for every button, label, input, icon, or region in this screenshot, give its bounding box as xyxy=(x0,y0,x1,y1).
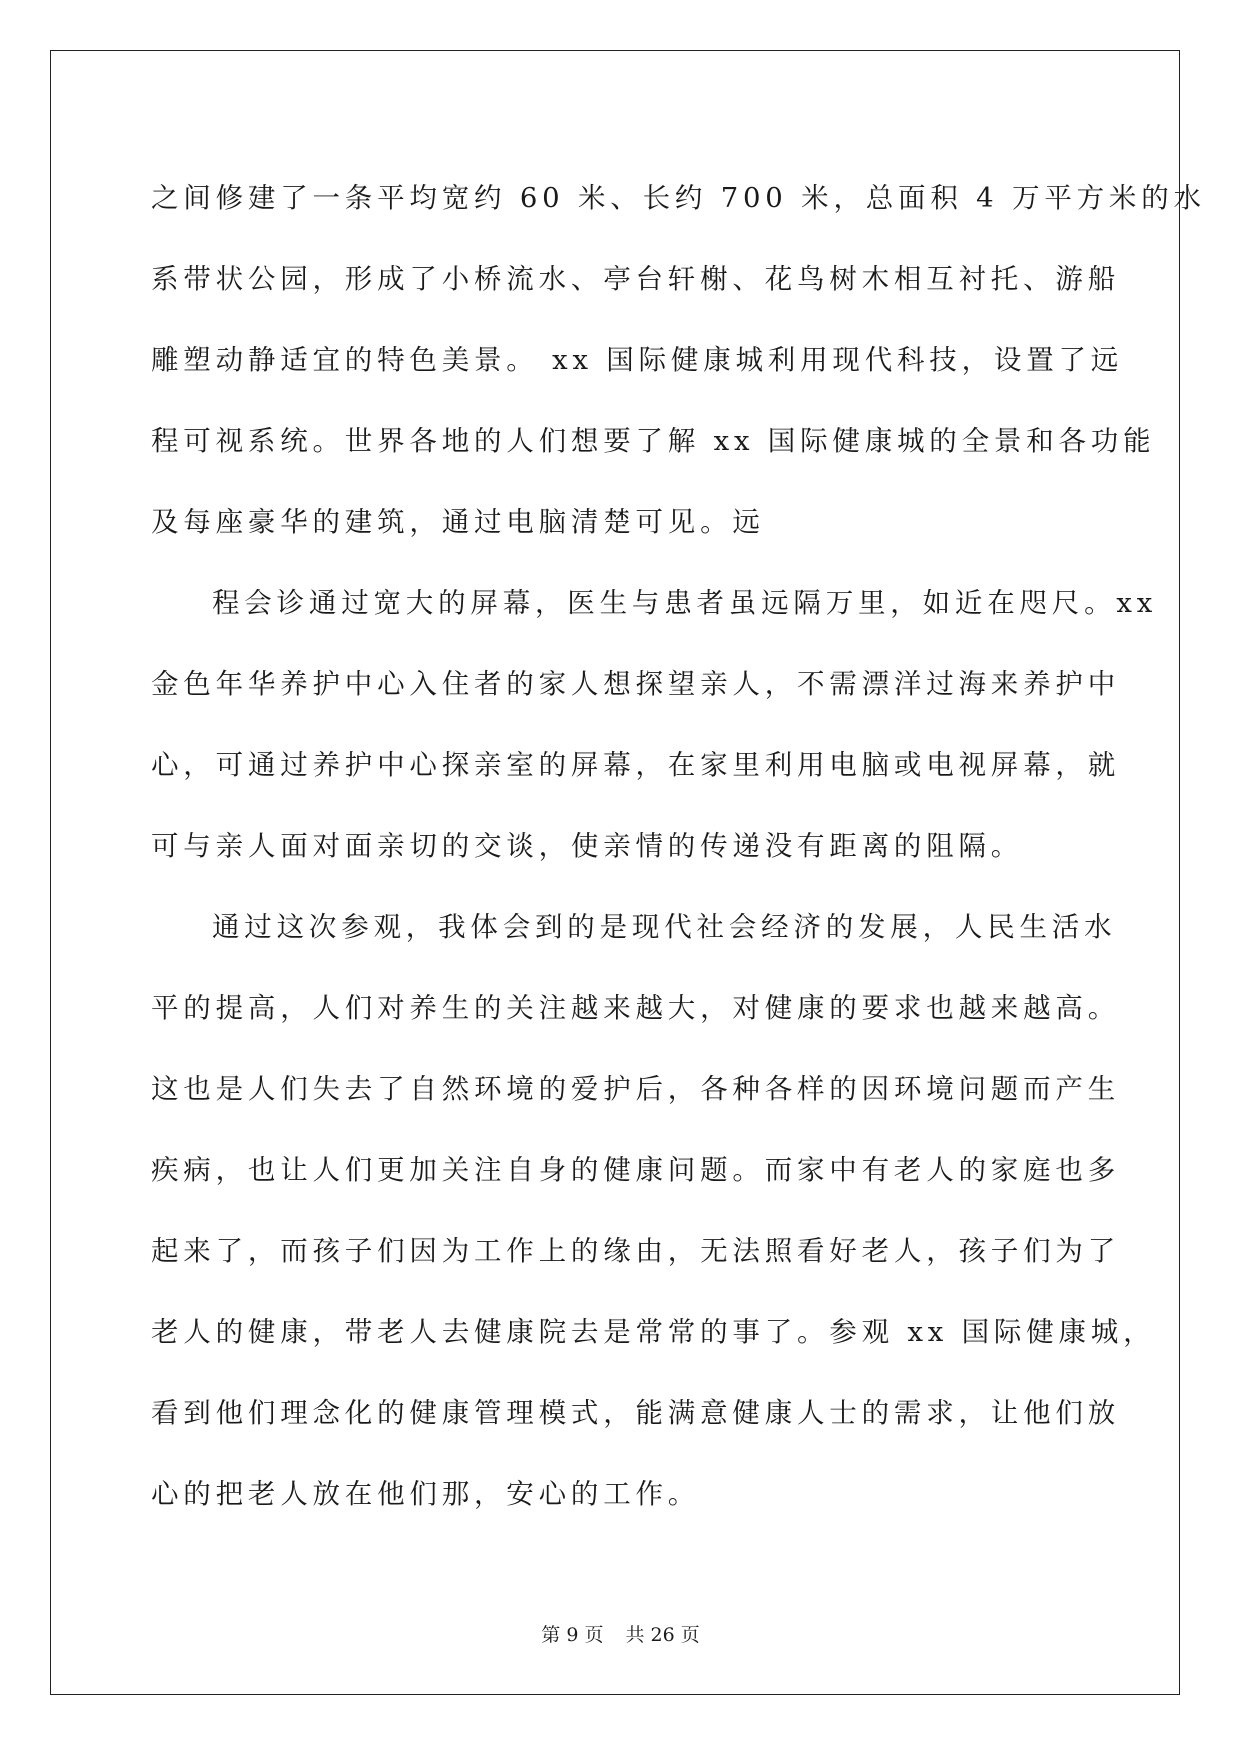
text-line: 雕塑动静适宜的特色美景。 xx 国际健康城利用现代科技，设置了远 xyxy=(151,344,1124,376)
text-line: 这也是人们失去了自然环境的爱护后，各种各样的因环境问题而产生 xyxy=(151,1073,1120,1105)
text-line: 及每座豪华的建筑，通过电脑清楚可见。远 xyxy=(151,506,765,538)
text-line: 之间修建了一条平均宽约 60 米、长约 700 米，总面积 4 万平方米的水 xyxy=(151,182,1206,214)
text-line: 通过这次参观，我体会到的是现代社会经济的发展，人民生活水 xyxy=(212,911,1117,943)
text-line: 心，可通过养护中心探亲室的屏幕，在家里利用电脑或电视屏幕，就 xyxy=(151,749,1120,781)
text-line: 可与亲人面对面亲切的交谈，使亲情的传递没有距离的阻隔。 xyxy=(151,830,1024,862)
text-line: 看到他们理念化的健康管理模式，能满意健康人士的需求，让他们放 xyxy=(151,1397,1120,1429)
text-line: 平的提高，人们对养生的关注越来越大，对健康的要求也越来越高。 xyxy=(151,992,1120,1024)
page-total: 共 26 页 xyxy=(625,1624,700,1646)
text-line: 金色年华养护中心入住者的家人想探望亲人，不需漂洋过海来养护中 xyxy=(151,668,1120,700)
text-line: 疾病，也让人们更加关注自身的健康问题。而家中有老人的家庭也多 xyxy=(151,1154,1120,1186)
text-line: 程可视系统。世界各地的人们想要了解 xx 国际健康城的全景和各功能 xyxy=(151,425,1156,457)
page-footer xyxy=(0,1620,1241,1647)
text-line: 老人的健康，带老人去健康院去是常常的事了。参观 xx 国际健康城， xyxy=(151,1316,1156,1348)
text-line: 心的把老人放在他们那，安心的工作。 xyxy=(151,1478,701,1510)
text-line: 程会诊通过宽大的屏幕，医生与患者虽远隔万里，如近在咫尺。xx xyxy=(212,587,1158,619)
text-line: 系带状公园，形成了小桥流水、亭台轩榭、花鸟树木相互衬托、游船 xyxy=(151,263,1120,295)
text-line: 起来了，而孩子们因为工作上的缘由，无法照看好老人，孩子们为了 xyxy=(151,1235,1120,1267)
document-body xyxy=(151,158,1206,1535)
page-number: 第 9 页 xyxy=(541,1624,604,1646)
